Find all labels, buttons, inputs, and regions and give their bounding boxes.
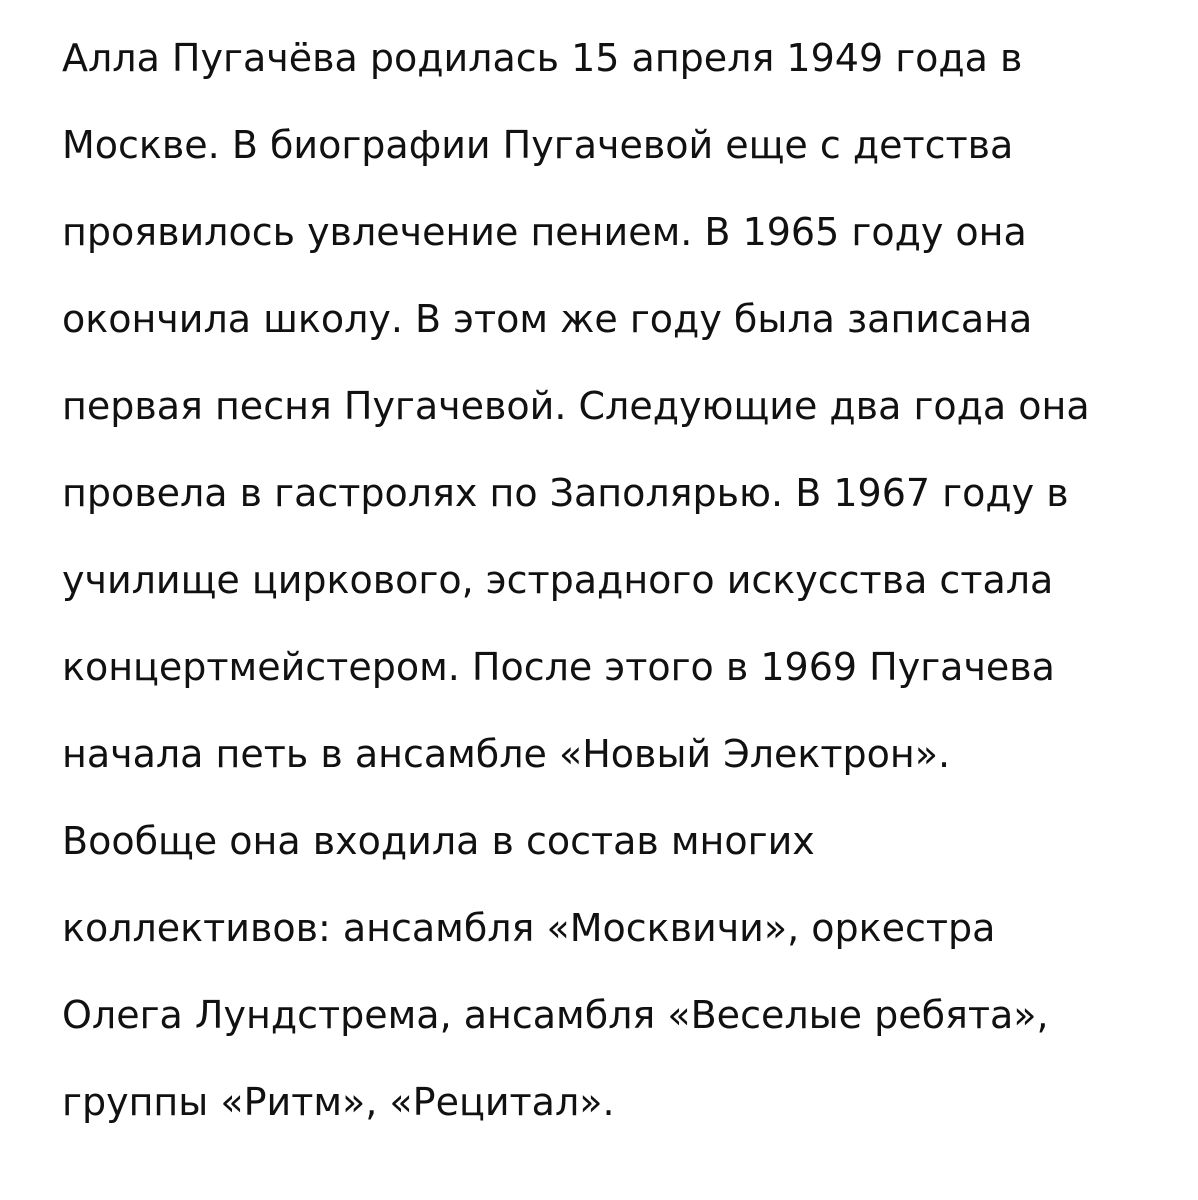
text-line-12: Олега Лундстрема, ансамбля «Веселые ребята»,	[62, 993, 1049, 1037]
text-line-6: провела в гастролях по Заполярью. В 1967 году в	[62, 471, 1069, 515]
text-line-11: коллективов: ансамбля «Москвичи», оркестра	[62, 906, 996, 950]
text-line-10: Вообще она входила в состав многих	[62, 819, 815, 863]
text-line-13: группы «Ритм», «Рецитал».	[62, 1080, 615, 1124]
text-line-3: проявилось увлечение пением. В 1965 году она	[62, 210, 1027, 254]
text-line-8: концертмейстером. После этого в 1969 Пугачева	[62, 645, 1055, 689]
text-line-4: окончила школу. В этом же году была записана	[62, 297, 1033, 341]
text-line-5: первая песня Пугачевой. Следующие два года она	[62, 384, 1090, 428]
text-line-7: училище циркового, эстрадного искусства стала	[62, 558, 1054, 602]
text-line-1: Алла Пугачёва родилась 15 апреля 1949 года в	[62, 36, 1023, 80]
text-line-9: начала петь в ансамбле «Новый Электрон».	[62, 732, 951, 776]
text-line-2: Москве. В биографии Пугачевой еще с детства	[62, 123, 1014, 167]
